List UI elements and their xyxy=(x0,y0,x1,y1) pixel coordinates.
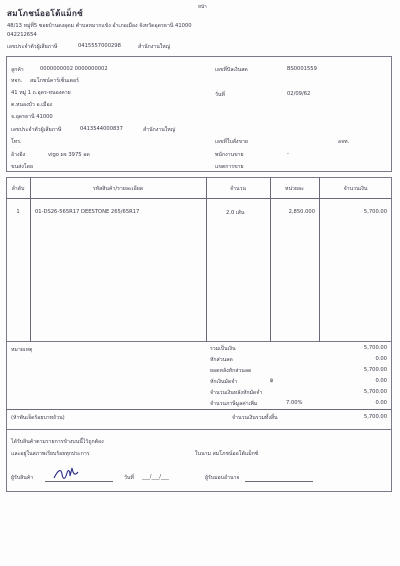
discount-value: 0.00 xyxy=(375,356,387,362)
ref-no-label: อจท. xyxy=(338,139,350,145)
header-desc: รหัสสินค้า/รายละเอียด xyxy=(92,186,144,192)
sales-value: - xyxy=(287,151,289,157)
items-table xyxy=(6,177,392,342)
col-divider xyxy=(30,177,31,342)
remark-label: หมายเหตุ xyxy=(11,347,33,353)
receive-date-blank: ___/___/___ xyxy=(142,474,169,480)
authorized-label: ผู้รับมอบอำนาจ xyxy=(205,475,240,481)
customer-addr3: จ.อุดรธานี 41000 xyxy=(11,114,53,120)
vat-label: จำนวนภาษีมูลค่าเพิ่ม xyxy=(210,401,258,407)
customer-code: 0000000002 0000000002 xyxy=(40,66,108,72)
total-label: จำนวนเงินรวมทั้งสิ้น xyxy=(232,415,278,421)
total-value: 5,700.00 xyxy=(363,414,387,420)
after-deposit-label: จำนวนเงินหลังหักมัดจำ xyxy=(210,390,263,396)
seller-name: สมโภชน์ออโต้แม็กซ์ xyxy=(7,9,84,18)
customer-tax-label: เลขประจำตัวผู้เสียภาษี xyxy=(11,127,62,133)
receiver-label: ผู้รับสินค้า xyxy=(11,475,34,481)
footer-note1: ได้รับสินค้าตามรายการข้างบนนี้ไว้ถูกต้อง xyxy=(11,439,104,445)
doc-date: 02/09/62 xyxy=(287,91,311,97)
so-label: เลขที่ใบสั่งขาย xyxy=(215,139,248,145)
subtotal-value: 5,700.00 xyxy=(363,345,387,351)
seller-address: 48/13 หมู่ที่5 ซอยบ้านดงอุดม ตำบลหมากแข้ง อำเภอเมือง จังหวัดอุดรธานี 41000 xyxy=(7,23,192,29)
receive-date-label: วันที่ xyxy=(124,475,134,481)
col-divider xyxy=(206,177,207,342)
copy-mark: หน้า xyxy=(198,5,207,10)
table-header-divider xyxy=(6,198,392,199)
deposit-value: 0.00 xyxy=(375,378,387,384)
customer-code-label: ลูกค้า xyxy=(11,67,24,73)
header-amount: จำนวนเงิน xyxy=(343,186,368,192)
customer-addr1: 41 หมู่ 1 ถ.อุดร-หนองคาย xyxy=(11,90,71,96)
doc-date-label: วันที่ xyxy=(215,92,225,98)
col-divider xyxy=(319,177,320,342)
receiver-signature xyxy=(52,464,80,484)
header-price: หน่วยละ xyxy=(285,186,304,192)
customer-ref-label: อ้างอิง xyxy=(11,152,26,158)
seller-tax-id: 0415557000298 xyxy=(78,43,121,49)
row-desc: 01-DS26-565R17 DEESTONE 265/65R17 xyxy=(35,209,140,215)
on-behalf: ในนาม สมโภชน์ออโต้แม็กซ์ xyxy=(195,451,259,457)
customer-addr2: ต.หนองบัว อ.เมือง xyxy=(11,102,53,108)
row-qty: 2.0 เส้น xyxy=(226,210,245,216)
col-divider xyxy=(270,177,271,342)
after-discount-value: 5,700.00 xyxy=(363,367,387,373)
customer-branch: สำนักงานใหญ่ xyxy=(143,127,176,133)
doc-no: BS0001559 xyxy=(287,66,317,72)
customer-ship-label: ขนส่งโดย xyxy=(11,164,33,170)
row-price: 2,850.000 xyxy=(288,209,315,215)
discount-label: หักส่วนลด xyxy=(210,357,233,363)
header-no: ลำดับ xyxy=(11,186,25,192)
after-discount-label: ยอดหลังหักส่วนลด xyxy=(210,368,252,374)
doc-no-label: เลขที่บิลเงินสด xyxy=(215,67,248,73)
vat-rate: 7.00% xyxy=(286,400,303,406)
subtotal-label: รวมเป็นเงิน xyxy=(210,346,236,352)
seller-phone: 042212654 xyxy=(7,32,37,38)
customer-name: สมโภชน์คาร์เซ็นเตอร์ xyxy=(30,78,79,84)
deposit-label: หักเงินมัดจำ xyxy=(210,379,238,385)
authorized-sign-line xyxy=(245,481,313,482)
after-deposit-value: 5,700.00 xyxy=(363,389,387,395)
customer-ref-value: vigo ผจ 3975 อด xyxy=(48,152,90,158)
customer-name-prefix: หจก. xyxy=(11,78,23,84)
customer-tax-id: 0413544000837 xyxy=(80,126,123,132)
seller-branch: สำนักงานใหญ่ xyxy=(138,44,171,50)
amount-in-words: (ห้าพันเจ็ดร้อยบาทถ้วน) xyxy=(11,415,65,421)
header-qty: จำนวน xyxy=(230,186,246,192)
sales-label: พนักงานขาย xyxy=(215,152,244,158)
total-divider xyxy=(6,409,392,410)
seller-tax-label: เลขประจำตัวผู้เสียภาษี xyxy=(7,44,58,50)
customer-phone-label: โทร. xyxy=(11,139,22,145)
footer-note2: และอยู่ในสภาพเรียบร้อยทุกประการ xyxy=(11,451,90,457)
row-amount: 5,700.00 xyxy=(363,209,387,215)
fax-label: แขตการขาย xyxy=(215,164,244,170)
row-no: 1 xyxy=(16,209,20,215)
deposit-mark: ฿ xyxy=(270,378,274,384)
vat-value: 0.00 xyxy=(375,400,387,406)
